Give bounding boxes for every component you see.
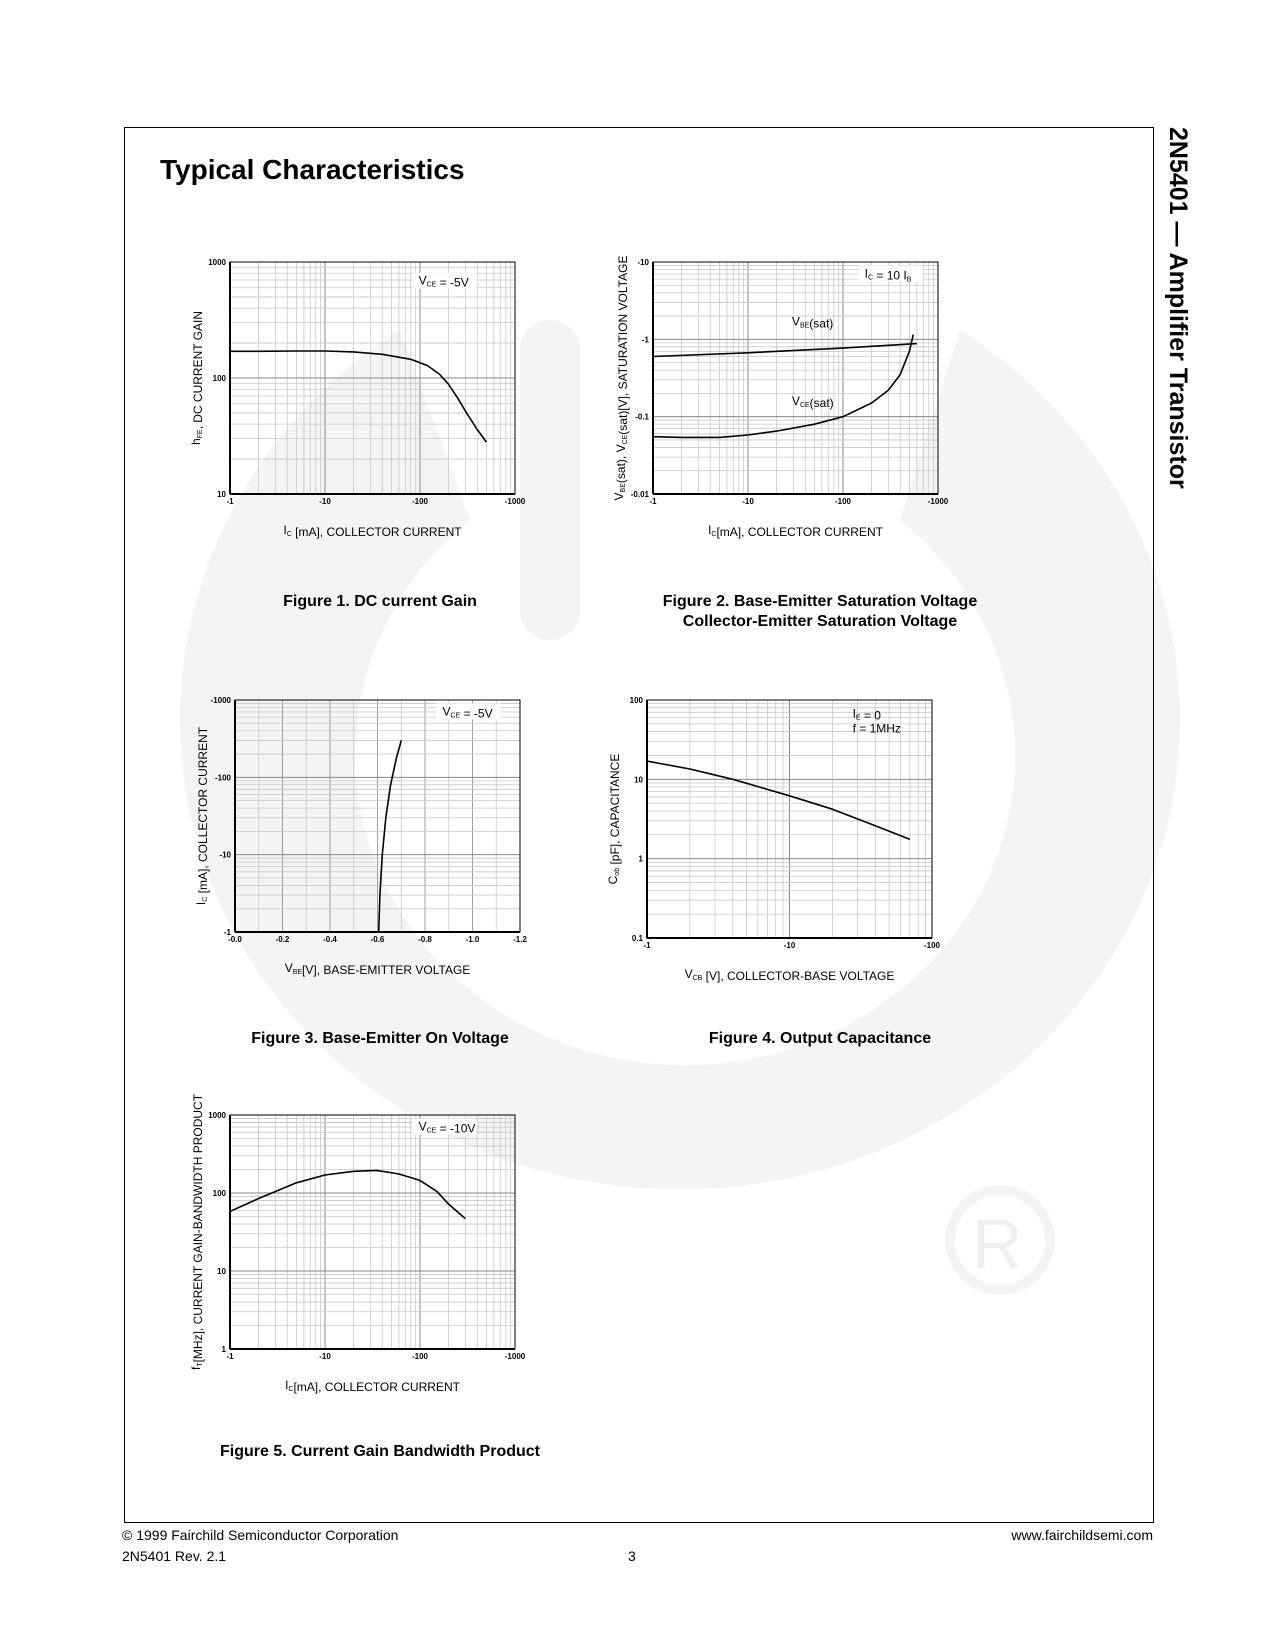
caption-line: Figure 5. Current Gain Bandwidth Product [219, 1443, 540, 1460]
y-axis-label: hFE, DC CURRENT GAIN [189, 310, 205, 446]
caption-figure-4 [660, 1029, 980, 1049]
plot-grid [647, 700, 932, 938]
chart-annotation: IE = 0 [852, 706, 881, 723]
chart-output-capacitance [606, 696, 1005, 1000]
x-tick-label: -1000 [504, 1352, 526, 1361]
chart-annotation: VCE = -5V [418, 273, 469, 290]
x-tick-label: -1000 [504, 497, 526, 506]
x-tick-label: -10 [319, 1352, 331, 1361]
plot-grid [230, 1115, 515, 1349]
x-tick-label: -1 [643, 941, 651, 950]
x-tick-label: -0.2 [275, 935, 290, 944]
caption-line: Collector-Emitter Saturation Voltage [682, 613, 958, 630]
x-tick-label: -0.4 [323, 935, 337, 944]
y-tick-label: 100 [629, 696, 643, 705]
x-axis-label: VBE[V], BASE-EMITTER VOLTAGE [284, 961, 471, 977]
y-tick-label: 1 [221, 1345, 226, 1354]
y-tick-label: -10 [637, 258, 649, 267]
series-line [230, 351, 486, 442]
caption-line: Figure 1. DC current Gain [283, 593, 477, 610]
x-tick-label: -10 [742, 497, 754, 506]
chart-gain-bandwidth-product [185, 1093, 565, 1415]
series-line [653, 335, 913, 438]
x-tick-label: -1 [226, 497, 234, 506]
x-axis-label: VCB [V], COLLECTOR-BASE VOLTAGE [684, 967, 895, 983]
caption-line: Figure 3. Base-Emitter On Voltage [251, 1030, 509, 1047]
caption-figure-2 [620, 592, 1020, 632]
series-line [230, 1170, 465, 1218]
y-tick-label: 10 [217, 490, 226, 499]
chart-annotation: VCE(sat) [791, 394, 834, 411]
chart-annotation: VCE = -10V [418, 1119, 476, 1136]
caption-figure-3 [220, 1029, 540, 1049]
y-tick-label: 0.1 [631, 934, 643, 943]
side-title [1160, 127, 1200, 727]
side-title-text: 2N5401 — Amplifier Transistor [1164, 127, 1192, 489]
x-tick-label: -1 [226, 1352, 234, 1361]
y-tick-label: 100 [212, 1189, 226, 1198]
chart-annotation: VBE(sat) [791, 314, 834, 331]
chart-saturation-voltage [612, 255, 1005, 562]
x-tick-label: -10 [783, 941, 796, 950]
chart-annotation: VCE = -5V [442, 704, 493, 721]
y-axis-label: Cob [pF], CAPACITANCE [606, 753, 622, 885]
chart-annotation: IC = 10 IB [864, 266, 912, 284]
plot-grid [235, 700, 520, 932]
footer-revision: 2N5401 Rev. 2.1 [122, 1548, 227, 1564]
chart-base-emitter-on-voltage [185, 696, 565, 1000]
x-tick-label: -100 [411, 497, 429, 506]
y-axis-label: VBE(sat), VCE(sat)[V], SATURATION VOLTAGE [612, 255, 630, 501]
y-tick-label: -1000 [210, 696, 231, 705]
footer-copyright: © 1999 Fairchild Semiconductor Corporation [122, 1527, 399, 1543]
x-tick-label: -1.0 [465, 935, 480, 944]
plot-grid [230, 262, 515, 494]
chart-dc-current-gain [185, 258, 565, 562]
caption-figure-5 [190, 1442, 570, 1462]
y-tick-label: -10 [219, 850, 231, 860]
caption-figure-1 [230, 592, 530, 612]
y-tick-label: 10 [217, 1267, 226, 1276]
svg-text:R: R [972, 1205, 1023, 1283]
x-tick-label: -1.2 [513, 935, 527, 944]
series-line [647, 761, 910, 839]
y-tick-label: 1000 [208, 1111, 226, 1120]
y-tick-label: 1 [638, 854, 643, 864]
chart-annotation: f = 1MHz [852, 721, 901, 736]
x-tick-label: -0.8 [418, 935, 432, 944]
plot-grid [653, 262, 938, 494]
y-tick-label: -0.01 [630, 490, 649, 499]
x-axis-label: IC[mA], COLLECTOR CURRENT [708, 523, 883, 539]
x-axis-label: IC [mA], COLLECTOR CURRENT [283, 523, 462, 539]
plot-frame [230, 1115, 515, 1349]
page-title: Typical Characteristics [160, 154, 465, 185]
y-axis-label: fT[MHz], CURRENT GAIN-BANDWIDTH PRODUCT [189, 1093, 205, 1371]
x-tick-label: -1 [649, 497, 657, 506]
y-tick-label: 10 [634, 775, 643, 785]
x-tick-label: -100 [923, 941, 941, 950]
y-tick-label: 1000 [208, 258, 226, 267]
y-axis-label: IC [mA], COLLECTOR CURRENT [194, 726, 210, 906]
plot-frame [653, 262, 938, 494]
footer-page-number: 3 [628, 1548, 636, 1564]
y-tick-label: -0.1 [635, 412, 649, 422]
x-tick-label: -0.0 [228, 935, 242, 944]
x-tick-label: -10 [319, 497, 331, 506]
series-line [379, 740, 402, 932]
footer-website: www.fairchildsemi.com [1011, 1527, 1153, 1543]
caption-line: Figure 4. Output Capacitance [708, 1030, 932, 1047]
y-tick-label: -100 [214, 773, 231, 783]
x-tick-label: -1000 [927, 497, 949, 506]
x-axis-label: IC[mA], COLLECTOR CURRENT [285, 1378, 460, 1394]
x-tick-label: -100 [834, 497, 852, 506]
x-tick-label: -0.6 [370, 935, 385, 944]
caption-line: Figure 2. Base-Emitter Saturation Voltage [662, 593, 978, 610]
series-line [653, 344, 917, 357]
x-tick-label: -100 [411, 1352, 429, 1361]
y-tick-label: -1 [641, 335, 649, 345]
y-tick-label: 100 [212, 374, 226, 383]
y-tick-label: -1 [223, 928, 231, 937]
